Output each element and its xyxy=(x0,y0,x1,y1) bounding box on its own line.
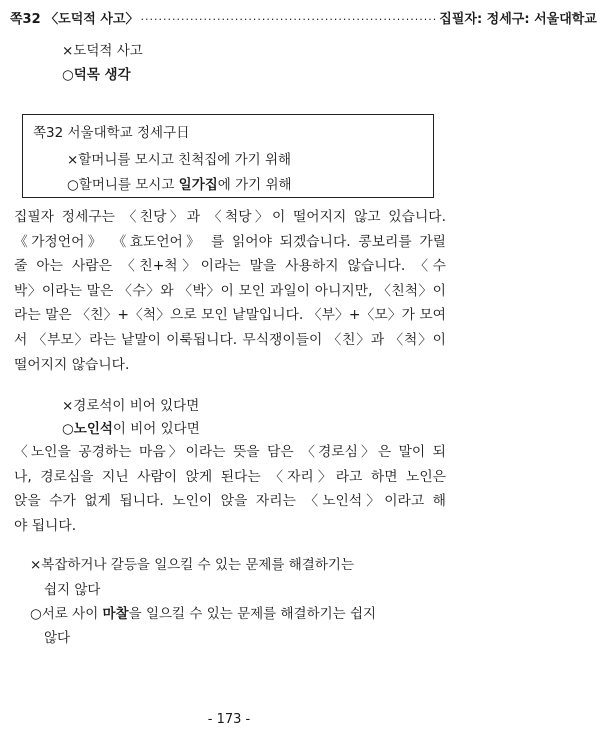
page-number: - 173 - xyxy=(207,712,251,727)
example2-right-prefix: ○ xyxy=(62,421,74,437)
correction-box xyxy=(22,114,434,198)
header-section-title: 쪽32 〈도덕적 사고〉 xyxy=(10,12,139,27)
paragraph-line: 집필자 정세구는 〈친당〉과 〈척당〉이 떨어지지 않고 있습니다. xyxy=(14,209,446,225)
box-right-example xyxy=(67,173,292,193)
intro-right-example: ○덕목 생각 xyxy=(62,67,131,83)
page-header xyxy=(10,8,597,28)
paragraph-line: 《가정언어》 《효도언어》 를 읽어야 되겠습니다. 콩보리를 가릴 xyxy=(14,233,446,250)
paragraph-line: 나, 경로심을 지닌 사람이 앉게 된다는 〈자리〉라고 하면 노인은 xyxy=(14,468,446,485)
paragraph-line: 앉을 수가 없게 됩니다. 노인이 앉을 자리는 〈노인석〉이라고 해 xyxy=(14,493,446,510)
paragraph-line: 떨어지지 않습니다. xyxy=(14,356,130,373)
example3-right-line2: 않다 xyxy=(44,630,71,646)
example3-wrong-line1: ×복잡하거나 갈등을 일으킬 수 있는 문제를 해결하기는 xyxy=(30,557,354,573)
example3-right-suffix: 을 일으킬 수 있는 문제를 해결하기는 쉽지 xyxy=(128,606,377,622)
example2-right-bold: 노인석 xyxy=(73,421,113,437)
example3-right-prefix: ○서로 사이 xyxy=(30,606,103,622)
paragraph-line: 라는 말은 〈친〉+〈척〉으로 모인 낱말입니다. 〈부〉+〈모〉가 모여 xyxy=(14,307,446,324)
example2-right-suffix: 이 비어 있다면 xyxy=(112,421,200,437)
header-leader-dots: ·································································· xyxy=(140,13,438,26)
example3-right-bold: 마찰 xyxy=(102,606,129,622)
example2-right xyxy=(62,419,200,439)
paragraph-line: 서 〈부모〉라는 낱말이 이룩됩니다. 무식쟁이들이 〈친〉과 〈척〉이 xyxy=(14,331,446,348)
box-right-suffix: 에 가기 위해 xyxy=(217,177,292,193)
header-author: 집필자: 정세구: 서울대학교 xyxy=(439,12,597,27)
intro-wrong-example: ×도덕적 사고 xyxy=(62,43,143,59)
example3-wrong-line2: 쉽지 않다 xyxy=(44,582,101,598)
example2-wrong: ×경로석이 비어 있다면 xyxy=(62,398,200,414)
example3-right-line1 xyxy=(30,604,376,624)
box-wrong-example: ×할머니를 모시고 친척집에 가기 위해 xyxy=(67,152,292,168)
paragraph-line: 박〉이라는 말은 〈수〉와 〈박〉이 모인 과일이 아니지만, 〈친척〉이 xyxy=(14,282,446,299)
box-right-prefix: ○할머니를 모시고 xyxy=(67,177,179,193)
box-title: 쪽32 서울대학교 정세구日 xyxy=(33,125,190,141)
paragraph-line: 야 됩니다. xyxy=(14,517,77,534)
paragraph-line: 줄 아는 사람은 〈친+척〉이라는 말을 사용하지 않습니다. 〈수 xyxy=(14,258,446,275)
box-right-bold: 일가집 xyxy=(178,177,218,193)
paragraph-line: 〈노인을 공경하는 마음〉이라는 뜻을 담은 〈경로심〉은 말이 되 xyxy=(14,444,446,460)
paragraph-2 xyxy=(14,440,446,538)
paragraph-1 xyxy=(14,205,446,377)
